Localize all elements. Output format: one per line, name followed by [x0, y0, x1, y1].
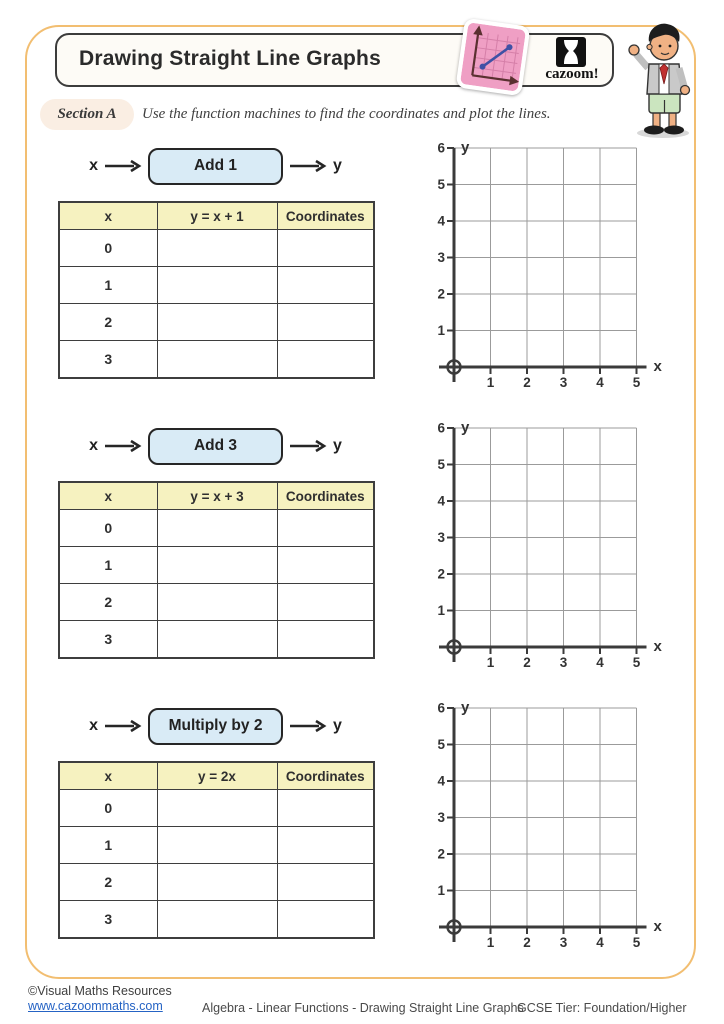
- graph-area: [424, 140, 674, 397]
- student-mascot: [616, 16, 704, 145]
- machine-operation: Add 1: [148, 148, 283, 185]
- svg-text:x: x: [653, 638, 662, 655]
- svg-text:2: 2: [523, 655, 531, 670]
- coordinates-answer-cell: [277, 547, 374, 584]
- svg-text:2: 2: [437, 566, 445, 582]
- svg-text:4: 4: [596, 935, 604, 950]
- coordinate-grid: [424, 420, 674, 672]
- y-answer-cell: [157, 827, 277, 864]
- coordinates-answer-cell: [277, 584, 374, 621]
- table-row: [59, 267, 374, 304]
- x-value-cell: 1: [59, 547, 157, 584]
- x-value-cell: 2: [59, 304, 157, 341]
- svg-text:4: 4: [596, 375, 604, 390]
- svg-text:y: y: [461, 420, 470, 436]
- section-badge: [40, 99, 134, 130]
- section-label: Section A: [57, 106, 117, 122]
- cazoom-hourglass-icon: [562, 40, 580, 64]
- svg-text:1: 1: [437, 323, 445, 338]
- svg-text:y: y: [461, 700, 470, 716]
- svg-text:1: 1: [486, 375, 495, 390]
- page-title: Drawing Straight Line Graphs: [79, 47, 381, 70]
- coordinates-answer-cell: [277, 790, 374, 827]
- worksheet-title-box: [55, 33, 614, 87]
- coordinates-answer-cell: [277, 341, 374, 379]
- column-header-x: x: [59, 482, 157, 510]
- svg-text:4: 4: [437, 213, 445, 229]
- coordinates-table: [58, 481, 375, 659]
- student-mascot-illustration: [616, 16, 704, 140]
- svg-text:1: 1: [486, 655, 495, 670]
- machine-output-label: y: [333, 437, 342, 454]
- table-row: [59, 304, 374, 341]
- x-value-cell: 3: [59, 901, 157, 939]
- coordinates-answer-cell: [277, 267, 374, 304]
- graph-sticker-icon: [455, 18, 530, 97]
- column-header-coordinates: Coordinates: [277, 202, 374, 230]
- cazoom-wordmark: cazoom!: [545, 66, 599, 82]
- machine-input-label: x: [89, 717, 98, 734]
- coordinates-table: [58, 201, 375, 379]
- svg-text:5: 5: [632, 935, 641, 950]
- x-value-cell: 0: [59, 510, 157, 547]
- svg-text:5: 5: [437, 177, 445, 192]
- svg-text:5: 5: [437, 737, 445, 752]
- column-header-equation: y = 2x: [157, 762, 277, 790]
- coordinates-answer-cell: [277, 864, 374, 901]
- footer-topic: Algebra - Linear Functions - Drawing Straight Line Graphs: [202, 1001, 524, 1015]
- arrow-right-icon: [289, 439, 327, 453]
- svg-text:5: 5: [437, 457, 445, 472]
- coordinates-answer-cell: [277, 901, 374, 939]
- table-row: [59, 621, 374, 659]
- svg-text:6: 6: [437, 700, 445, 716]
- table-row: [59, 341, 374, 379]
- graph-area: [424, 700, 674, 957]
- function-machine: [58, 145, 373, 187]
- coordinates-answer-cell: [277, 304, 374, 341]
- mini-line-graph-icon: [460, 22, 526, 91]
- table-row: [59, 547, 374, 584]
- y-answer-cell: [157, 230, 277, 267]
- x-value-cell: 1: [59, 267, 157, 304]
- y-answer-cell: [157, 901, 277, 939]
- svg-text:1: 1: [437, 883, 445, 898]
- x-value-cell: 0: [59, 790, 157, 827]
- svg-text:3: 3: [437, 250, 445, 265]
- function-machine: [58, 425, 373, 467]
- table-row: [59, 790, 374, 827]
- footer-tier: GCSE Tier: Foundation/Higher: [517, 1001, 687, 1015]
- column-header-equation: y = x + 3: [157, 482, 277, 510]
- function-machine: [58, 705, 373, 747]
- machine-operation: Add 3: [148, 428, 283, 465]
- x-value-cell: 1: [59, 827, 157, 864]
- table-header-row: [59, 202, 374, 230]
- coordinate-grid: [424, 140, 674, 392]
- machine-input-label: x: [89, 437, 98, 454]
- copyright-text: ©Visual Maths Resources: [28, 984, 172, 998]
- y-answer-cell: [157, 510, 277, 547]
- svg-text:2: 2: [437, 846, 445, 862]
- column-header-x: x: [59, 762, 157, 790]
- svg-text:6: 6: [437, 420, 445, 436]
- graph-area: [424, 420, 674, 677]
- svg-text:3: 3: [559, 935, 568, 950]
- svg-text:4: 4: [596, 655, 604, 670]
- svg-text:x: x: [653, 918, 662, 935]
- table-row: [59, 864, 374, 901]
- question-block-2: [0, 420, 724, 700]
- y-answer-cell: [157, 584, 277, 621]
- table-row: [59, 584, 374, 621]
- svg-text:2: 2: [437, 286, 445, 302]
- question-block-3: [0, 700, 724, 980]
- cazoom-logo-icon: [556, 37, 586, 67]
- y-answer-cell: [157, 267, 277, 304]
- website-link[interactable]: www.cazoommaths.com: [28, 999, 163, 1013]
- svg-text:3: 3: [437, 530, 445, 545]
- x-value-cell: 2: [59, 584, 157, 621]
- svg-text:1: 1: [486, 935, 495, 950]
- svg-text:3: 3: [559, 655, 568, 670]
- table-row: [59, 510, 374, 547]
- svg-text:5: 5: [632, 655, 641, 670]
- machine-output-label: y: [333, 717, 342, 734]
- arrow-right-icon: [289, 159, 327, 173]
- y-answer-cell: [157, 341, 277, 379]
- svg-text:4: 4: [437, 493, 445, 509]
- x-value-cell: 0: [59, 230, 157, 267]
- arrow-right-icon: [104, 159, 142, 173]
- x-value-cell: 3: [59, 341, 157, 379]
- y-answer-cell: [157, 621, 277, 659]
- coordinates-answer-cell: [277, 621, 374, 659]
- footer-credits: [28, 984, 172, 1014]
- column-header-x: x: [59, 202, 157, 230]
- y-answer-cell: [157, 547, 277, 584]
- machine-input-label: x: [89, 157, 98, 174]
- arrow-right-icon: [289, 719, 327, 733]
- y-answer-cell: [157, 790, 277, 827]
- svg-text:3: 3: [559, 375, 568, 390]
- machine-operation: Multiply by 2: [148, 708, 283, 745]
- coordinates-answer-cell: [277, 827, 374, 864]
- y-answer-cell: [157, 864, 277, 901]
- table-row: [59, 901, 374, 939]
- svg-text:x: x: [653, 358, 662, 375]
- table-row: [59, 827, 374, 864]
- svg-text:4: 4: [437, 773, 445, 789]
- column-header-equation: y = x + 1: [157, 202, 277, 230]
- arrow-right-icon: [104, 439, 142, 453]
- coordinates-table: [58, 761, 375, 939]
- y-answer-cell: [157, 304, 277, 341]
- svg-text:1: 1: [437, 603, 445, 618]
- svg-text:6: 6: [437, 140, 445, 156]
- svg-text:3: 3: [437, 810, 445, 825]
- section-instruction: Use the function machines to find the coordinates and plot the lines.: [142, 106, 551, 122]
- coordinates-answer-cell: [277, 230, 374, 267]
- arrow-right-icon: [104, 719, 142, 733]
- column-header-coordinates: Coordinates: [277, 762, 374, 790]
- x-value-cell: 2: [59, 864, 157, 901]
- machine-output-label: y: [333, 157, 342, 174]
- svg-text:2: 2: [523, 375, 531, 390]
- table-row: [59, 230, 374, 267]
- question-block-1: [0, 140, 724, 420]
- svg-text:y: y: [461, 140, 470, 156]
- coordinates-answer-cell: [277, 510, 374, 547]
- table-header-row: [59, 762, 374, 790]
- svg-text:2: 2: [523, 935, 531, 950]
- coordinate-grid: [424, 700, 674, 952]
- svg-text:5: 5: [632, 375, 641, 390]
- column-header-coordinates: Coordinates: [277, 482, 374, 510]
- x-value-cell: 3: [59, 621, 157, 659]
- table-header-row: [59, 482, 374, 510]
